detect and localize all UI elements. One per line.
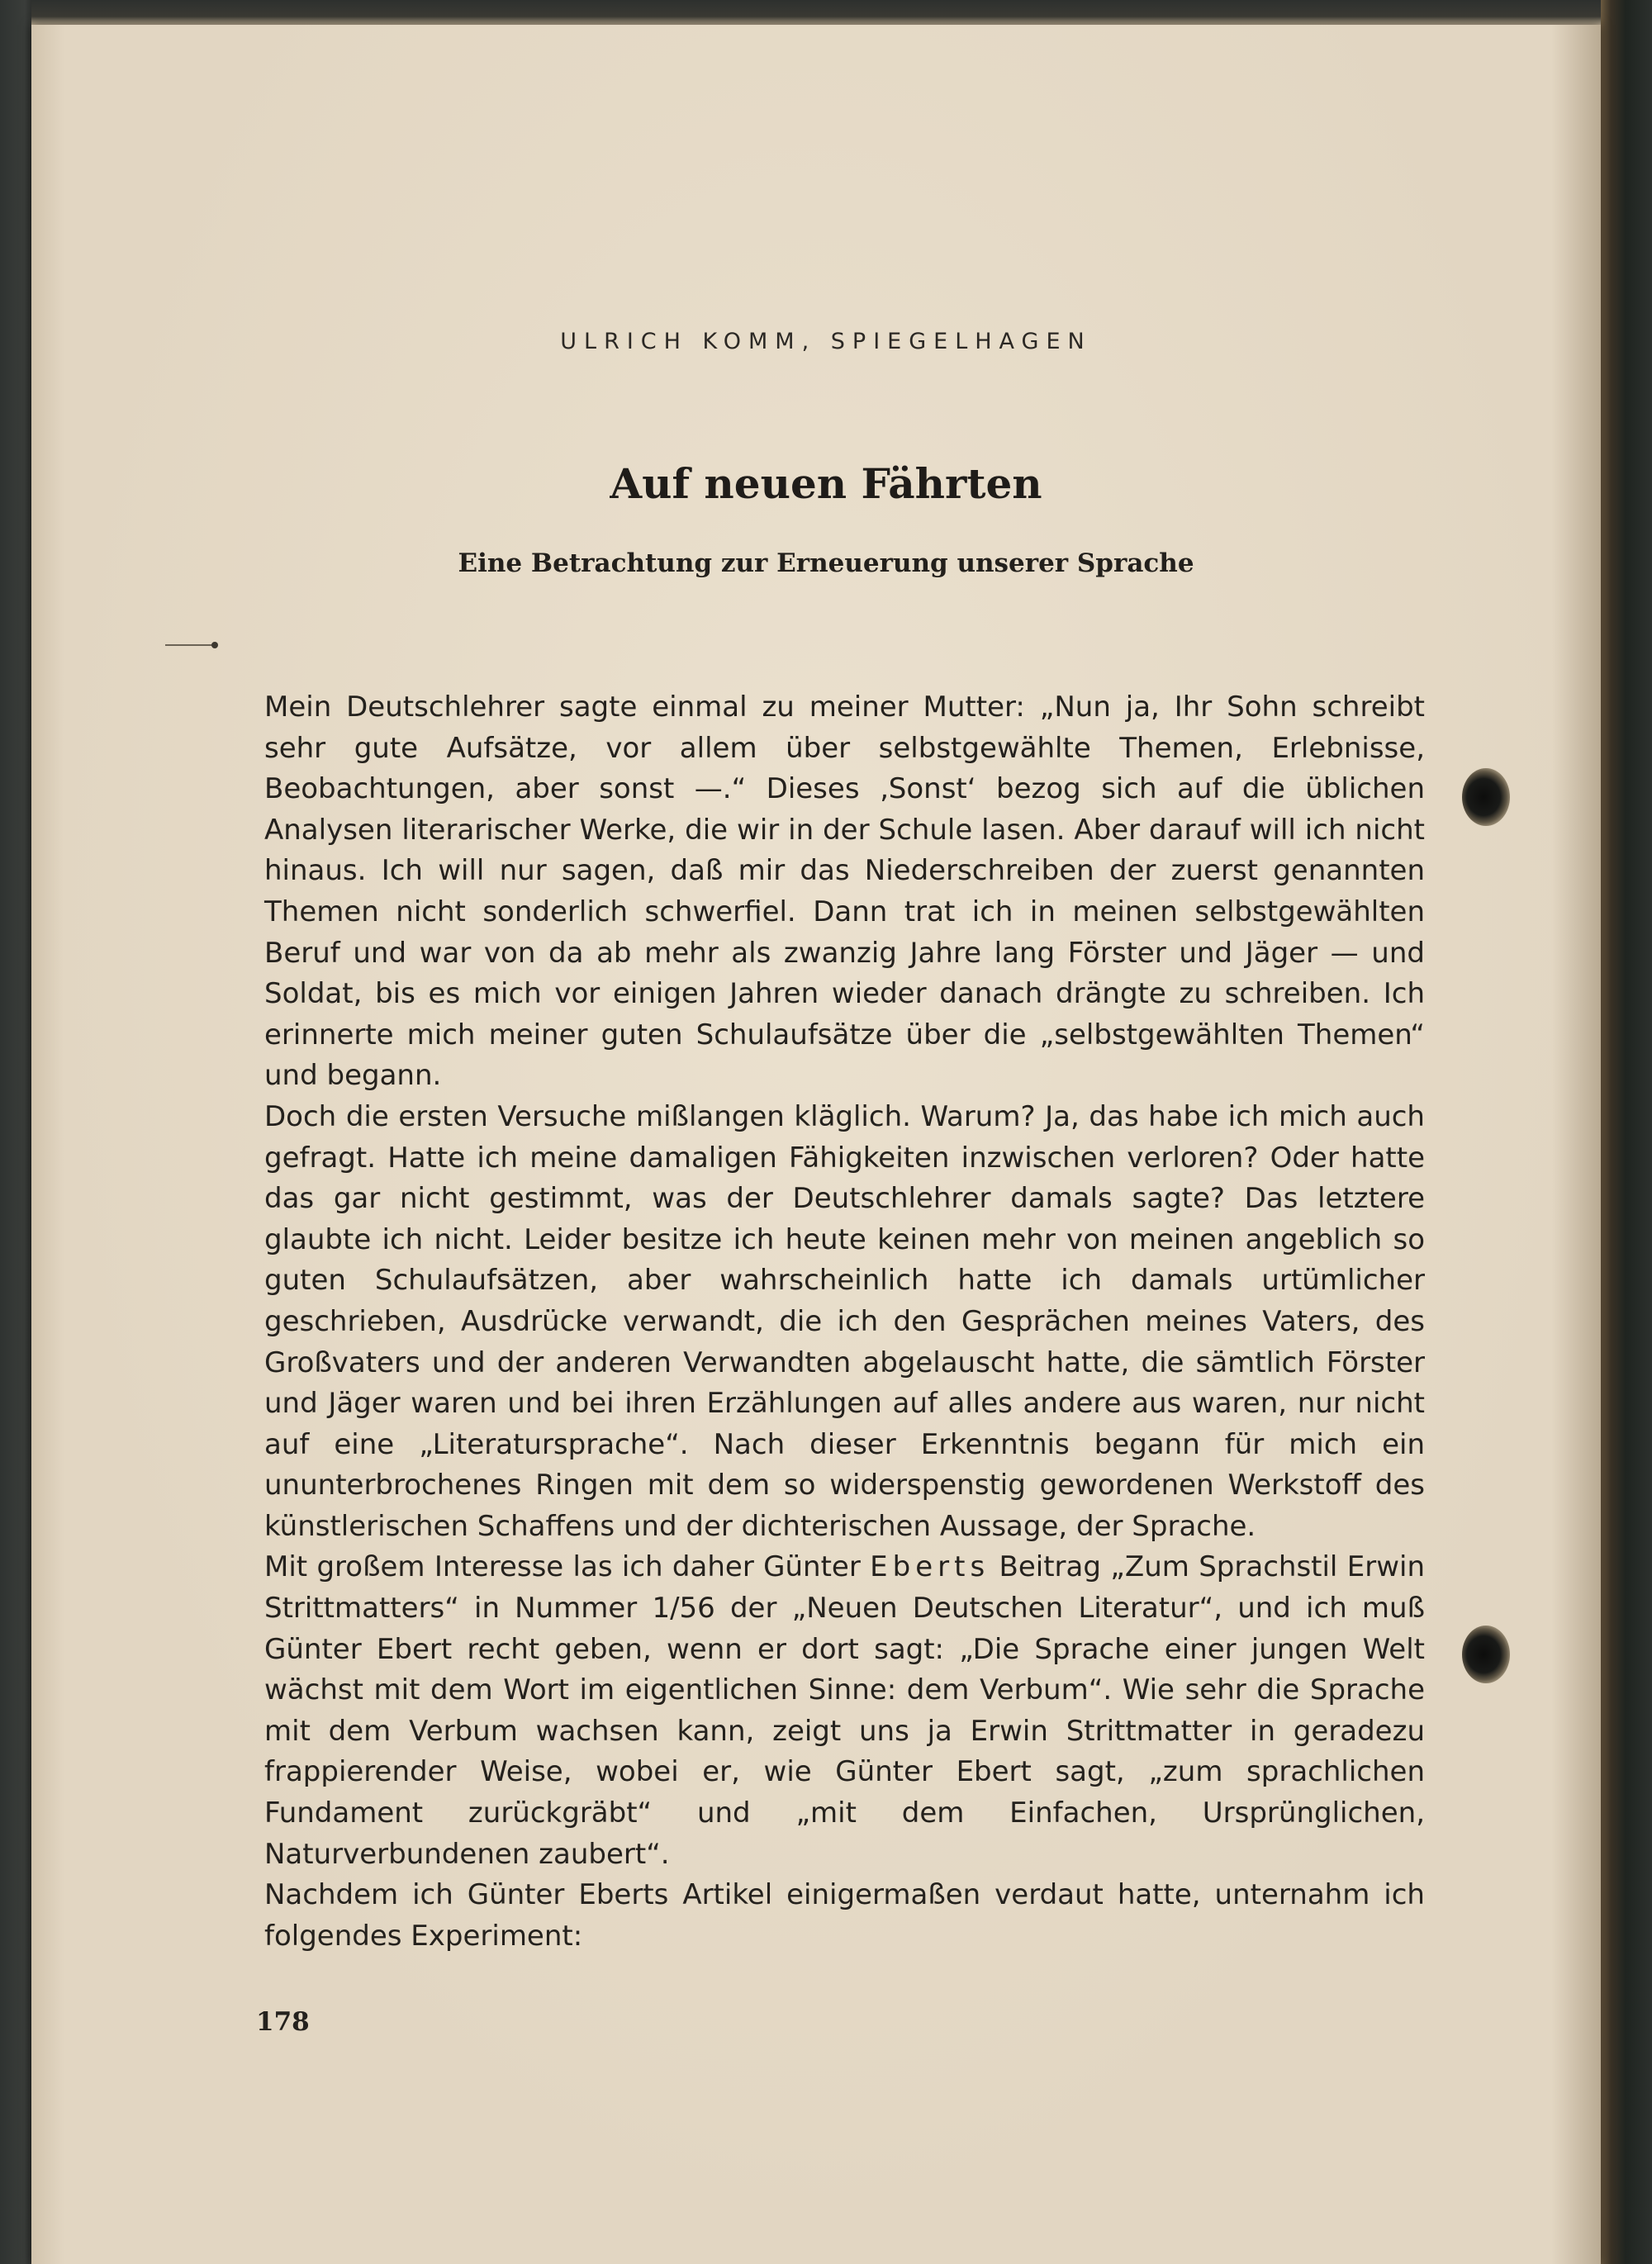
margin-pencil-mark xyxy=(165,644,215,646)
page-number: 178 xyxy=(256,2007,310,2037)
paragraph-3 xyxy=(264,1547,1425,1875)
binding-hole-icon xyxy=(1462,768,1510,826)
paragraph-4: Nachdem ich Günter Eberts Artikel einigermaßen verdaut hatte, unternahm ich folgendes Experiment: xyxy=(264,1878,1425,1953)
spaced-author-name: Eberts xyxy=(870,1550,990,1584)
paragraph-3-end: Beitrag „Zum Sprachstil Erwin Strittmatters“ in Nummer 1/56 der „Neuen Deutschen Literatur“, und ich muß Günter Ebert recht geben, wenn er dort sagt: „Die Sprache einer jungen Welt wächst mit dem Wort im eigentlichen Sinne: dem Verbum“. Wie sehr die Sprache mit dem Verbum wachsen kann, zeigt uns ja Erwin Strittmatter in geradezu frappierender Weise, wobei er, wie Günter Ebert sagt, „zum sprachlichen Fundament zurückgräbt“ und „mit dem Einfachen, Ursprünglichen, Naturverbundenen zaubert“. xyxy=(264,1550,1425,1871)
author-line: ULRICH KOMM, SPIEGELHAGEN xyxy=(560,329,1092,354)
paragraph-3-start: Mit großem Interesse las ich daher Günter xyxy=(264,1550,871,1584)
paragraph-1: Mein Deutschlehrer sagte einmal zu meiner Mutter: „Nun ja, Ihr Sohn schreibt sehr gute Aufsätze, vor allem über selbstgewählte Themen, Erlebnisse, Beobachtungen, aber sonst —.“ Dieses ‚Sonst‘ bezog sich auf die üblichen Analysen literarischer Werke, die wir in der Schule lasen. Aber darauf will ich nicht hinaus. Ich will nur sagen, daß mir das Niederschreiben der zuerst genannten Themen nicht sonderlich schwerfiel. Dann trat ich in meinen selbstgewählten Beruf und war von da ab mehr als zwanzig Jahre lang Förster und Jäger — und Soldat, bis es mich vor einigen Jahren wieder danach drängte zu schreiben. Ich erinnerte mich meiner guten Schulaufsätze über die „selbstgewählten Themen“ und begann. xyxy=(264,691,1425,1093)
binding-hole-icon xyxy=(1462,1626,1510,1683)
page-top-edge xyxy=(31,0,1601,25)
article-subtitle: Eine Betrachtung zur Erneuerung unserer Sprache xyxy=(458,548,1194,578)
paragraph-2: Doch die ersten Versuche mißlangen kläglich. Warum? Ja, das habe ich mich auch gefragt. Hatte ich meine damaligen Fähigkeiten inzwischen verloren? Oder hatte das gar nicht gestimmt, was der Deutschlehrer damals sagte? Das letztere glaubte ich nicht. Leider besitze ich heute keinen mehr von meinen angeblich so guten Schulaufsätzen, aber wahrscheinlich hatte ich damals urtümlicher geschrieben, Ausdrücke verwandt, die ich den Gesprächen meines Vaters, des Großvaters und der anderen Verwandten abgelauscht hatte, die sämtlich Förster und Jäger waren und bei ihren Erzählungen auf alles andere aus waren, nur nicht auf eine „Literatursprache“. Nach dieser Erkenntnis begann für mich ein ununterbrochenes Ringen mit dem so widerspenstig gewordenen Werkstoff des künstlerischen Schaffens und der dichterischen Aussage, der Sprache. xyxy=(264,1099,1425,1543)
article-body xyxy=(264,687,1425,1957)
article-title: Auf neuen Fährten xyxy=(610,459,1042,508)
